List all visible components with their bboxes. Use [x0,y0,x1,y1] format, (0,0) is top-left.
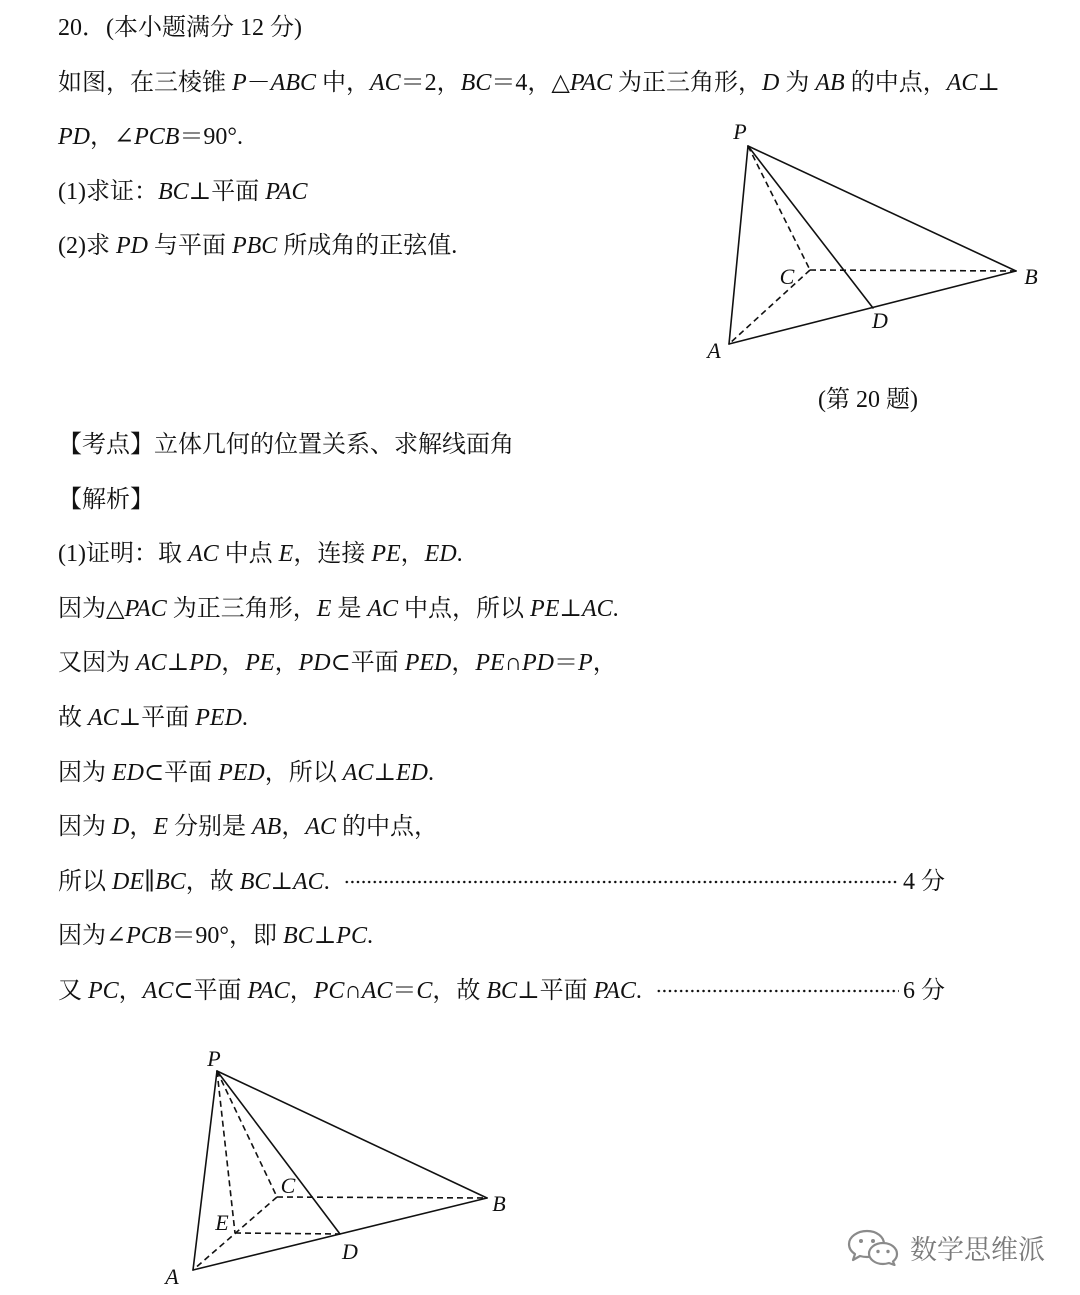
math-variable: P [232,69,247,96]
math-variable: PCB [134,124,180,151]
math-variable: E [278,541,294,568]
analysis-block [58,418,945,1019]
watermark [846,1230,1045,1264]
score-mark: 4 分 [903,868,945,895]
solution-step-1: (1)证明：取 AC 中点 E，连接 PE，ED. [58,541,463,568]
solution-step-text: 又 PC，AC⊂平面 PAC，PC∩AC＝C，故 BC⊥平面 PAC. [58,977,642,1004]
math-variable: AC [136,650,167,677]
vertex-label-C: C [280,1173,296,1198]
math-variable: AC [946,69,978,96]
edge-PD [217,1071,340,1234]
problem-statement-line-2: PD，∠PCB＝90°. [58,124,244,151]
math-variable: ED [396,759,429,786]
math-variable: D [112,814,130,841]
math-variable: PC [336,923,367,950]
math-variable: BC [486,977,518,1004]
topic-label: 【考点】 [58,432,154,458]
vertex-label-D: D [872,308,888,333]
math-variable: PED [195,704,242,731]
math-variable: PCB [126,923,172,950]
math-variable: DE [112,868,144,895]
problem-statement-line-1: 如图，在三棱锥 P－ABC 中，AC＝2，BC＝4，△PAC 为正三角形，D 为 AB 的中点，AC⊥ [58,69,1000,96]
math-variable: AC [581,595,613,622]
edge-CB [810,270,1016,271]
math-variable: PD [522,650,555,677]
wechat-eye [886,1250,889,1253]
watermark-text: 数学思维派 [910,1234,1045,1266]
wechat-eye [859,1239,863,1243]
math-variable: PED [404,650,452,677]
math-variable: PD [115,233,148,260]
edge-PA [193,1071,217,1270]
edge-PD [748,146,873,308]
math-variable: BC [283,923,314,950]
vertex-label-C: C [779,264,795,289]
vertex-label-P: P [207,1046,221,1071]
vertex-label-D: D [342,1239,358,1264]
math-variable: PBC [231,233,278,260]
math-variable: ED [112,759,144,786]
math-variable: PE [245,650,275,677]
vertex-label-B: B [1024,264,1038,289]
solution-step-7 [58,855,945,910]
wechat-eye [871,1239,875,1243]
hidden-edges [193,1071,487,1270]
math-variable: PAC [124,595,167,622]
edge-PC [217,1071,277,1197]
math-variable: AC [187,541,219,568]
pyramid-figure-1 [690,110,1060,370]
question-part-1: (1)求证：BC⊥平面 PAC [58,178,308,205]
math-variable: AB [815,69,845,96]
solution-step-9 [58,964,945,1019]
edge-PE [217,1071,235,1233]
pyramid-figure-2 [150,1040,520,1295]
solution-step-4: 故 AC⊥平面 PED. [58,704,248,731]
wechat-bubble-small [869,1243,897,1265]
math-variable: PAC [593,977,636,1004]
math-variable: BC [157,178,189,205]
vertex-label-E: E [215,1210,229,1235]
math-variable: ABC [270,69,316,96]
wechat-eye [876,1250,879,1253]
solution-label: 【解析】 [58,486,154,513]
edge-PA [729,146,748,344]
math-variable: PAC [569,69,613,96]
solution-step-6: 因为 D，E 分别是 AB，AC 的中点， [58,814,439,841]
edge-CB [277,1197,487,1198]
topic-line [58,418,945,473]
math-variable: PD [58,124,90,151]
math-variable: BC [460,69,492,96]
math-variable: PE [530,595,560,622]
math-variable: ED [424,541,457,568]
math-variable: AC [305,814,337,841]
math-variable: AC [361,977,393,1004]
question-part-2: (2)求 PD 与平面 PBC 所成角的正弦值. [58,233,458,260]
dot-leader [344,880,899,884]
edge-ED [235,1233,340,1234]
math-variable: BC [239,868,271,895]
solution-step-text: 所以 DE∥BC，故 BC⊥AC. [58,868,330,895]
math-variable: AB [252,814,282,841]
math-variable: AC [293,868,324,895]
math-variable: E [153,814,169,841]
math-variable: BC [155,868,186,895]
edge-PB [748,146,1016,271]
math-variable: PED [218,759,265,786]
math-variable: PC [313,977,345,1004]
math-variable: PC [88,977,119,1004]
solution-step-3: 又因为 AC⊥PD，PE，PD⊂平面 PED，PE∩PD＝P， [58,650,617,677]
math-variable: D [762,69,780,96]
math-variable: C [416,977,433,1004]
vertex-label-A: A [165,1264,179,1289]
math-variable: E [316,595,332,622]
vertex-label-P: P [733,119,747,144]
problem-header: 20．(本小题满分 12 分) [58,15,302,41]
math-variable: PAC [247,977,290,1004]
vertex-label-A: A [707,338,721,363]
solid-edges [193,1071,487,1270]
edge-PC [748,146,810,270]
math-variable: PE [371,541,401,568]
math-variable: PE [475,650,505,677]
edge-PB [217,1071,487,1198]
wechat-icon [846,1228,900,1266]
math-variable: AC [370,69,401,96]
math-variable: PD [189,650,222,677]
score-mark: 6 分 [903,977,945,1004]
solution-step-5: 因为 ED⊂平面 PED，所以 AC⊥ED. [58,759,435,786]
math-variable: AC [342,759,374,786]
solution-step-8: 因为∠PCB＝90°，即 BC⊥PC. [58,923,373,950]
math-variable: AC [88,704,119,731]
dot-leader [656,989,899,993]
topic-text: 立体几何的位置关系、求解线面角 [154,432,514,458]
math-variable: AC [367,595,399,622]
math-variable: P [578,650,593,677]
solution-step-2: 因为△PAC 为正三角形，E 是 AC 中点，所以 PE⊥AC. [58,595,619,622]
vertex-label-B: B [492,1191,506,1216]
math-variable: AC [142,977,174,1004]
math-variable: PAC [265,178,308,205]
figure-caption: (第 20 题) [818,387,918,413]
math-variable: PD [298,650,331,677]
